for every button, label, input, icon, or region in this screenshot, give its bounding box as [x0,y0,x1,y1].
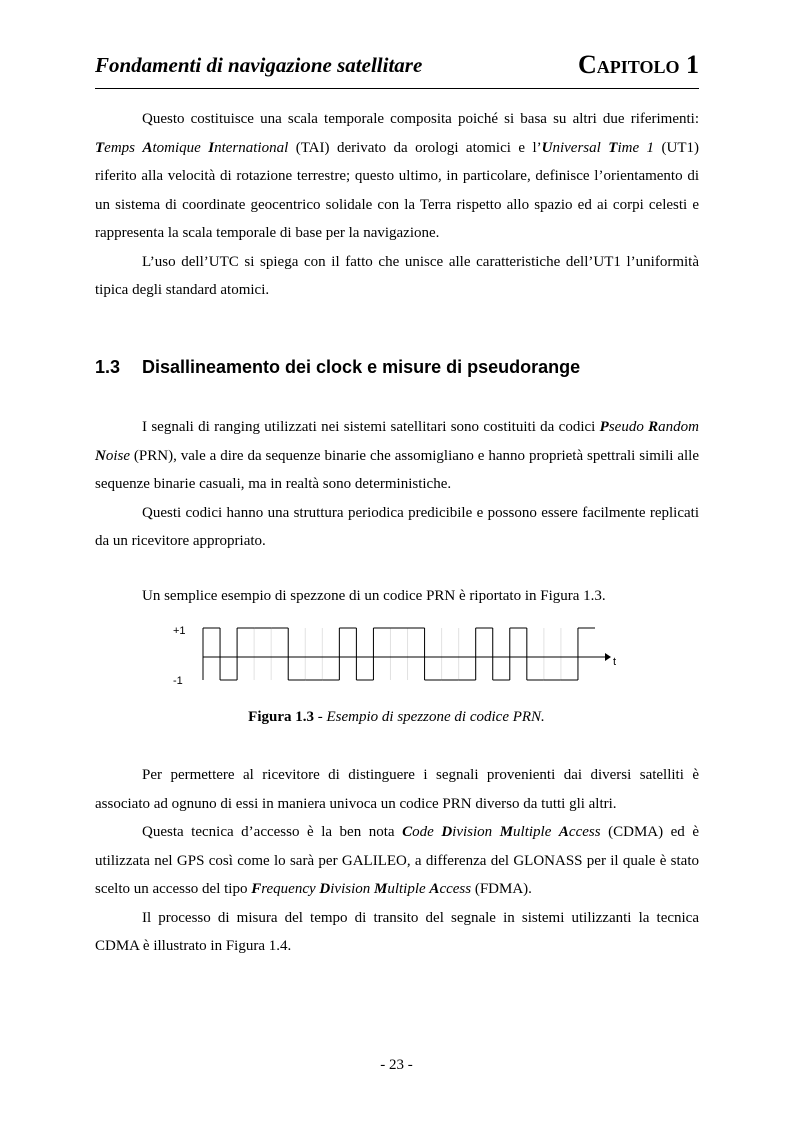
cdma-block [95,761,699,961]
chapter-label: Capitolo 1 [578,50,699,79]
section-number: 1.3 [95,357,121,377]
paragraph-time-scales: Questo costituisce una scala temporale composita poiché si basa su altri due riferimenti: Temps Atomique International (TAI) derivato da orologi atomici e l’Universal Time 1 (UT1) riferito alla velocità di rotazione terrestre; questo ultimo, in particolare, definisce l’orientamento di un sistema di coordinate geocentrico solidale con la Terra rispetto allo spazio ed ai corpi celesti e rappresenta la scala temporale di base per la navigazione. [95,111,699,241]
page-header [95,50,699,89]
figure-label: Figura 1.3 [248,709,315,725]
figure-caption-text: Esempio di spezzone di codice PRN. [326,709,545,725]
y-tick-label-low: -1 [173,675,183,687]
y-tick-label-high: +1 [173,625,186,637]
prn-code-chart [165,618,625,690]
paragraph-utc: L’uso dell’UTC si spiega con il fatto che unisce alle caratteristiche dell’UT1 l’uniformità tipica degli standard atomici. [95,253,699,298]
running-title: Fondamenti di navigazione satellitare [95,53,423,77]
page-number: - 23 - [380,1057,413,1073]
section-title: Disallineamento dei clock e misure di pseudorange [142,357,581,377]
paragraph-example: Un semplice esempio di spezzone di un codice PRN è riportato in Figura 1.3. [142,587,606,604]
chart-grid [220,628,578,680]
paragraph-cdma: Questa tecnica d’accesso è la ben nota Code Division Multiple Access (CDMA) ed è utilizzata nel GPS così come lo sarà per GALILEO, a differenza del GLONASS per il quale è stato scelto un accesso del tipo Frequency Division Multiple Access (FDMA). [95,824,699,897]
x-axis-label: t [613,656,617,668]
paragraph-transit-time: Il processo di misura del tempo di transito del segnale in sistemi utilizzanti la tecnica CDMA è illustrato in Figura 1.4. [95,909,699,954]
paragraph-prn: I segnali di ranging utilizzati nei sistemi satellitari sono costituiti da codici Pseudo Random Noise (PRN), vale a dire da sequenze binarie che assomigliano e hanno proprietà spettrali simili alle sequenze binarie casuali, ma in realtà sono deterministiche. [95,419,700,492]
paragraph-unique-code: Per permettere al ricevitore di distinguere i segnali provenienti dai diversi satelliti è associato ad ognuno di essi in maniera univoca un codice PRN diverso da tutti gli altri. [95,767,699,812]
section-heading [95,357,580,378]
x-axis-arrow [605,653,611,661]
chart-series [203,628,595,680]
intro-block [95,105,699,305]
figure-caption [0,709,793,726]
section-body [95,413,699,610]
figure-separator: - [314,709,327,725]
paragraph-periodic: Questi codici hanno una struttura periodica predicibile e possono essere facilmente replicati da un ricevitore appropriato. [95,504,699,549]
